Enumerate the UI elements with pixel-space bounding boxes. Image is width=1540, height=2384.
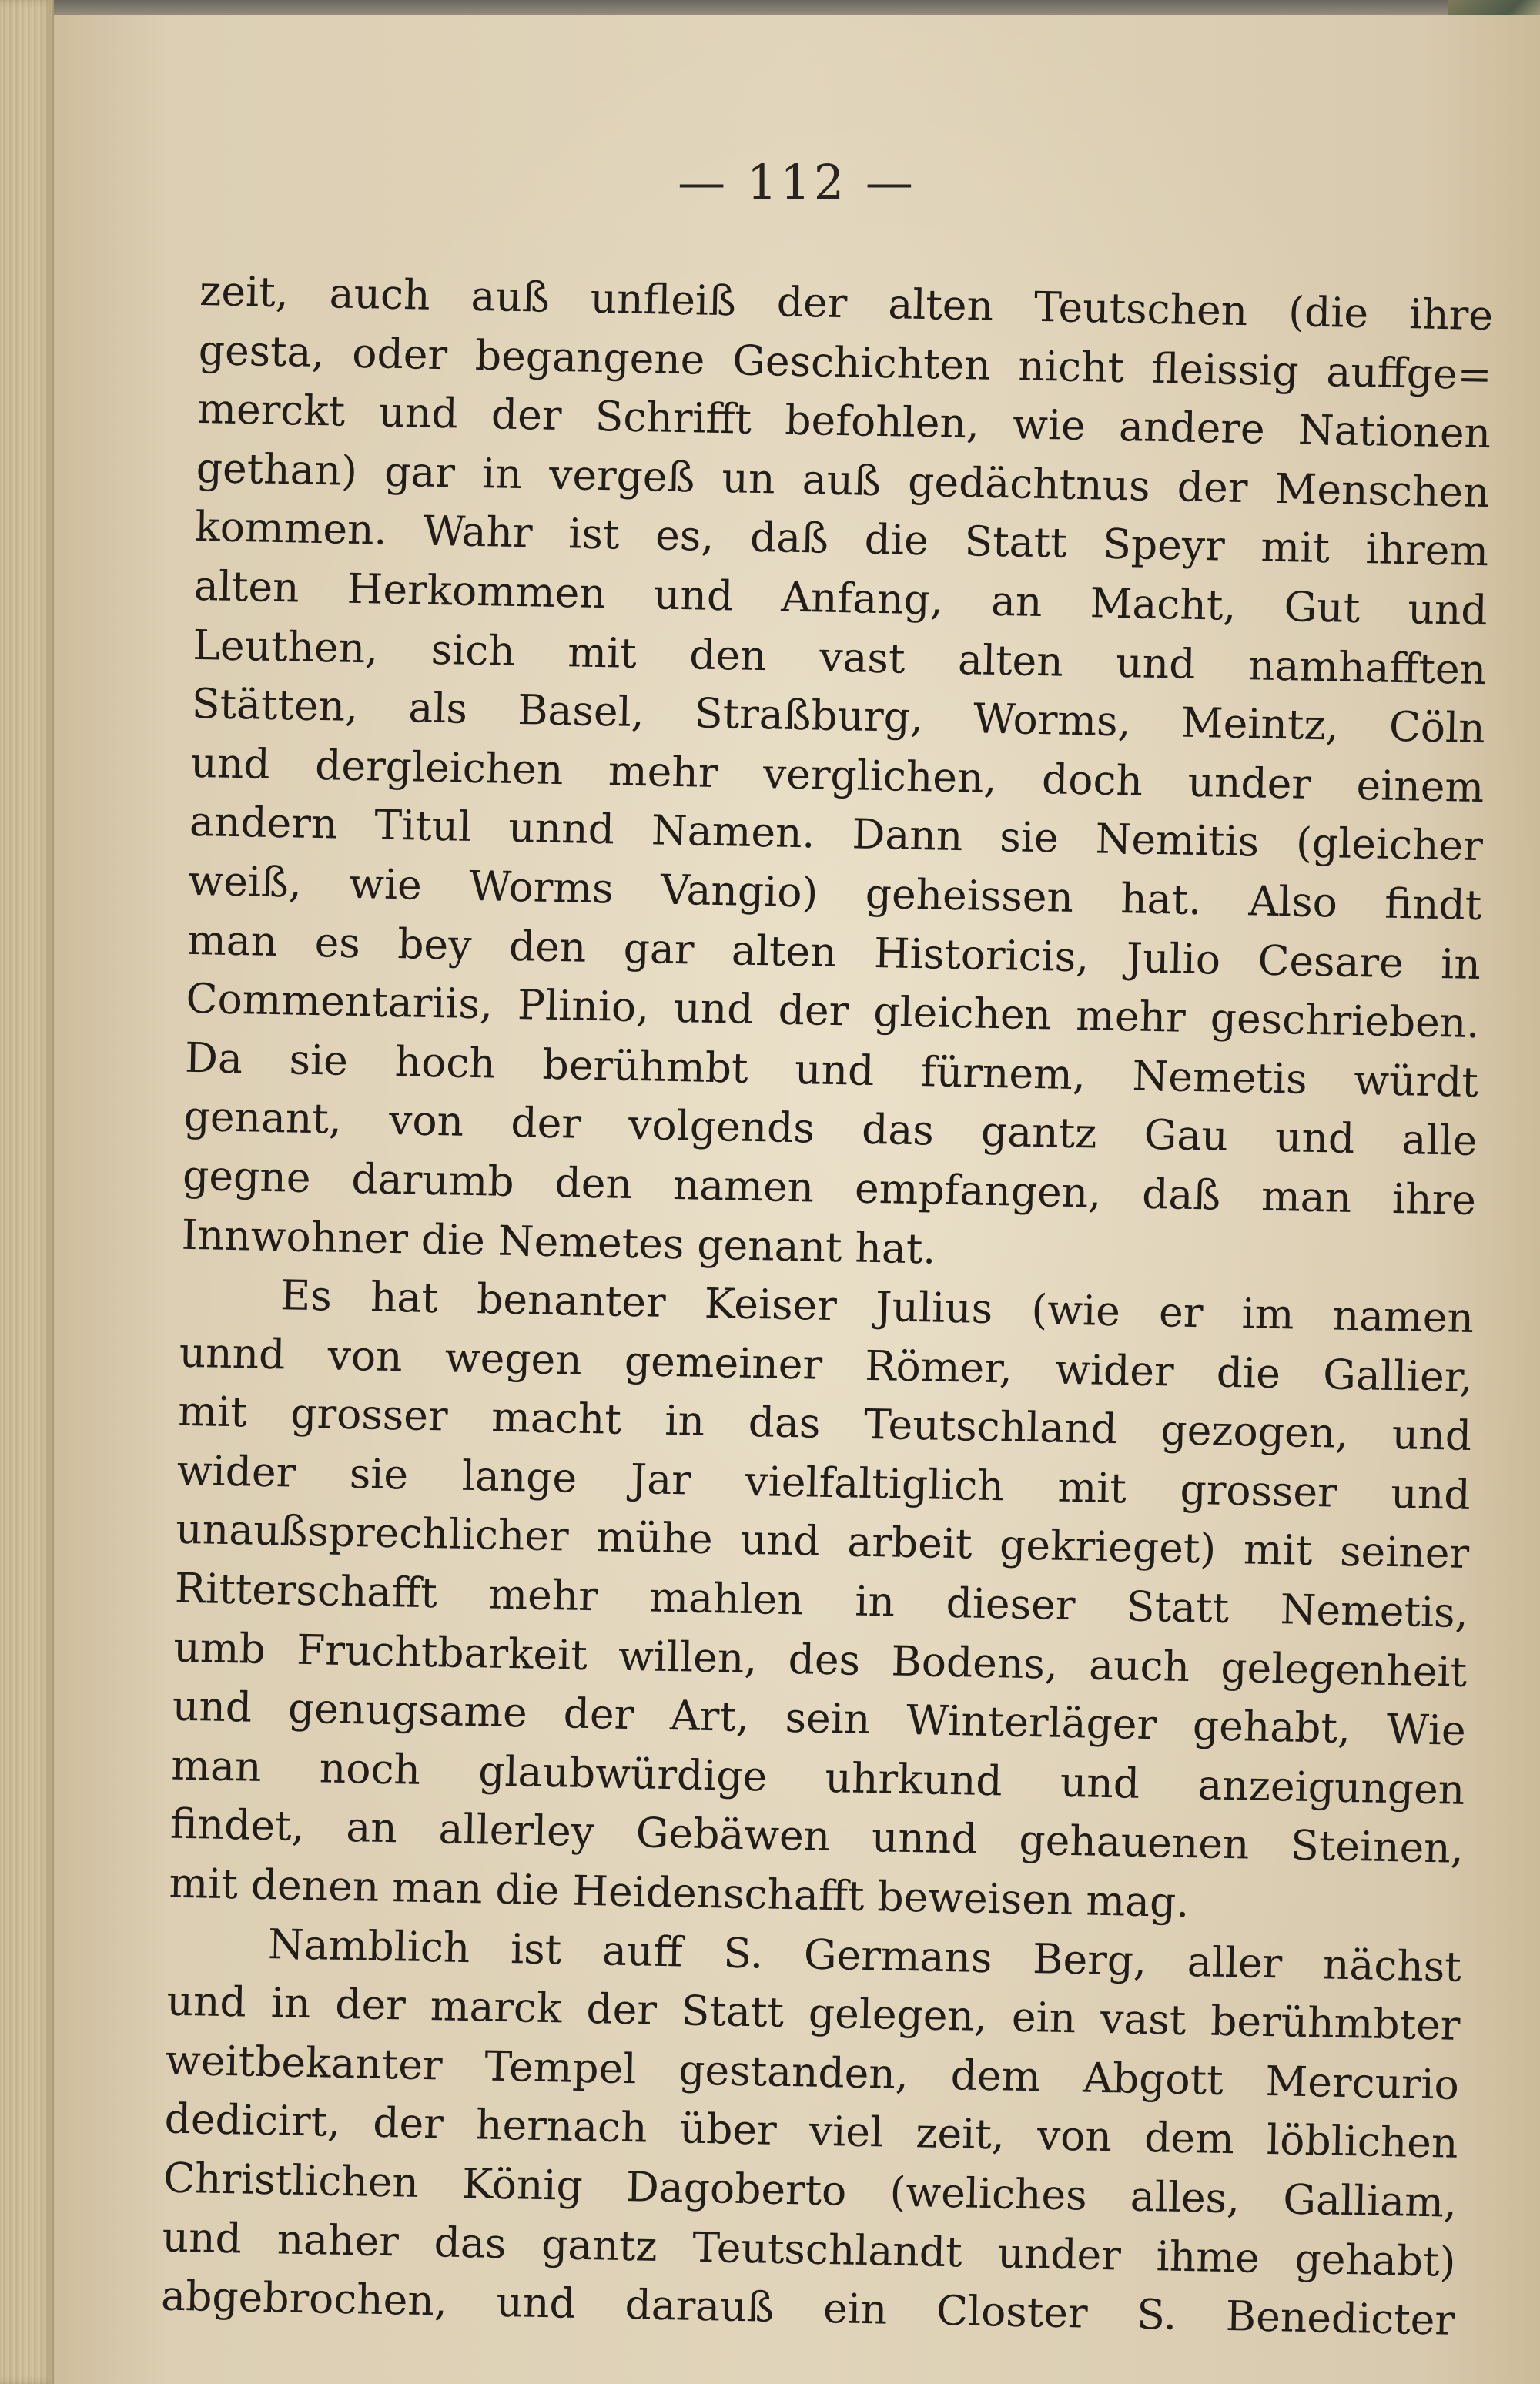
text-line: Innwohner die Nemetes genant hat. — [181, 1210, 936, 1274]
text-line: Leuthen, sich mit den vast alten und namhafften — [192, 620, 1487, 694]
text-line: weiß, wie Worms Vangio) geheissen hat. Also findt — [187, 855, 1482, 930]
text-line: unaußsprechlicher mühe und arbeit gekrieget) mit seiner — [175, 1505, 1470, 1579]
body-text — [161, 262, 1494, 2351]
text-line: alten Herkommen und Anfang, an Macht, Gut und — [193, 561, 1488, 635]
text-line: man es bey den gar alten Historicis, Julio Cesare in — [186, 915, 1481, 989]
text-line: genant, von der volgends das gantz Gau und alle — [183, 1092, 1478, 1166]
text-line: Commentariis, Plinio, und der gleichen mehr geschrieben. — [186, 973, 1480, 1048]
text-line: und naher das gantz Teutschlandt under ihme gehabt) — [162, 2212, 1457, 2286]
text-line: gegne darumb den namen empfangen, daß man ihre — [182, 1150, 1477, 1224]
text-line: man noch glaubwürdige uhrkund und anzeigungen — [170, 1740, 1465, 1814]
text-line: Es hat benanter Keiser Julius (wie er im namen — [280, 1271, 1475, 1343]
text-line: dedicirt, der hernach über viel zeit, von dem löblichen — [164, 2094, 1458, 2168]
text-line: findet, an allerley Gebäwen unnd gehauenen Steinen, — [169, 1800, 1465, 1873]
text-line: Christlichen König Dagoberto (weliches alles, Galliam, — [162, 2153, 1458, 2227]
text-line: weitbekanter Tempel gestanden, dem Abgott Mercurio — [165, 2035, 1460, 2109]
text-line: zeit, auch auß unfleiß der alten Teutschen (die ihre — [199, 266, 1494, 340]
text-line: merckt und der Schrifft befohlen, wie andere Nationen — [196, 384, 1491, 458]
text-line: gesta, oder begangene Geschichten nicht fleissig auffge= — [198, 325, 1493, 399]
text-line: umb Fruchtbarkeit willen, des Bodens, auch gelegenheit — [172, 1622, 1468, 1696]
text-line: und genugsame der Art, sein Winterläger gehabt, Wie — [172, 1681, 1467, 1756]
text-line: Da sie hoch berühmbt und fürnem, Nemetis würdt — [184, 1033, 1479, 1107]
text-line: und in der marck der Statt gelegen, ein vast berühmbter — [166, 1976, 1461, 2051]
text-line: Ritterschafft mehr mahlen in dieser Statt Nemetis, — [174, 1563, 1469, 1637]
text-line: abgebrochen, und darauß ein Closter S. Benedicter — [160, 2271, 1455, 2345]
page-number: — 112 — — [678, 154, 916, 210]
page-sheet — [54, 15, 1540, 2384]
text-line: gethan) gar in vergeß un auß gedächtnus der Menschen — [196, 443, 1491, 517]
text-line: kommen. Wahr ist es, daß die Statt Speyr mit ihrem — [194, 502, 1489, 576]
text-line: Stätten, als Basel, Straßburg, Worms, Meintz, Cöln — [191, 679, 1486, 753]
page-edges — [0, 0, 54, 2384]
text-line: mit denen man die Heidenschafft beweisen mag. — [168, 1858, 1190, 1927]
text-line: Namblich ist auff S. Germans Berg, aller nächst — [267, 1919, 1462, 1991]
text-line: wider sie lange Jar vielfaltiglich mit grosser und — [176, 1445, 1471, 1519]
text-line: mit grosser macht in das Teutschland gezogen, und — [177, 1387, 1472, 1461]
text-line: andern Titul unnd Namen. Dann sie Nemitis (gleicher — [189, 797, 1484, 871]
text-line: unnd von wegen gemeiner Römer, wider die Gallier, — [179, 1328, 1474, 1401]
text-line: und dergleichen mehr verglichen, doch under einem — [189, 738, 1485, 812]
